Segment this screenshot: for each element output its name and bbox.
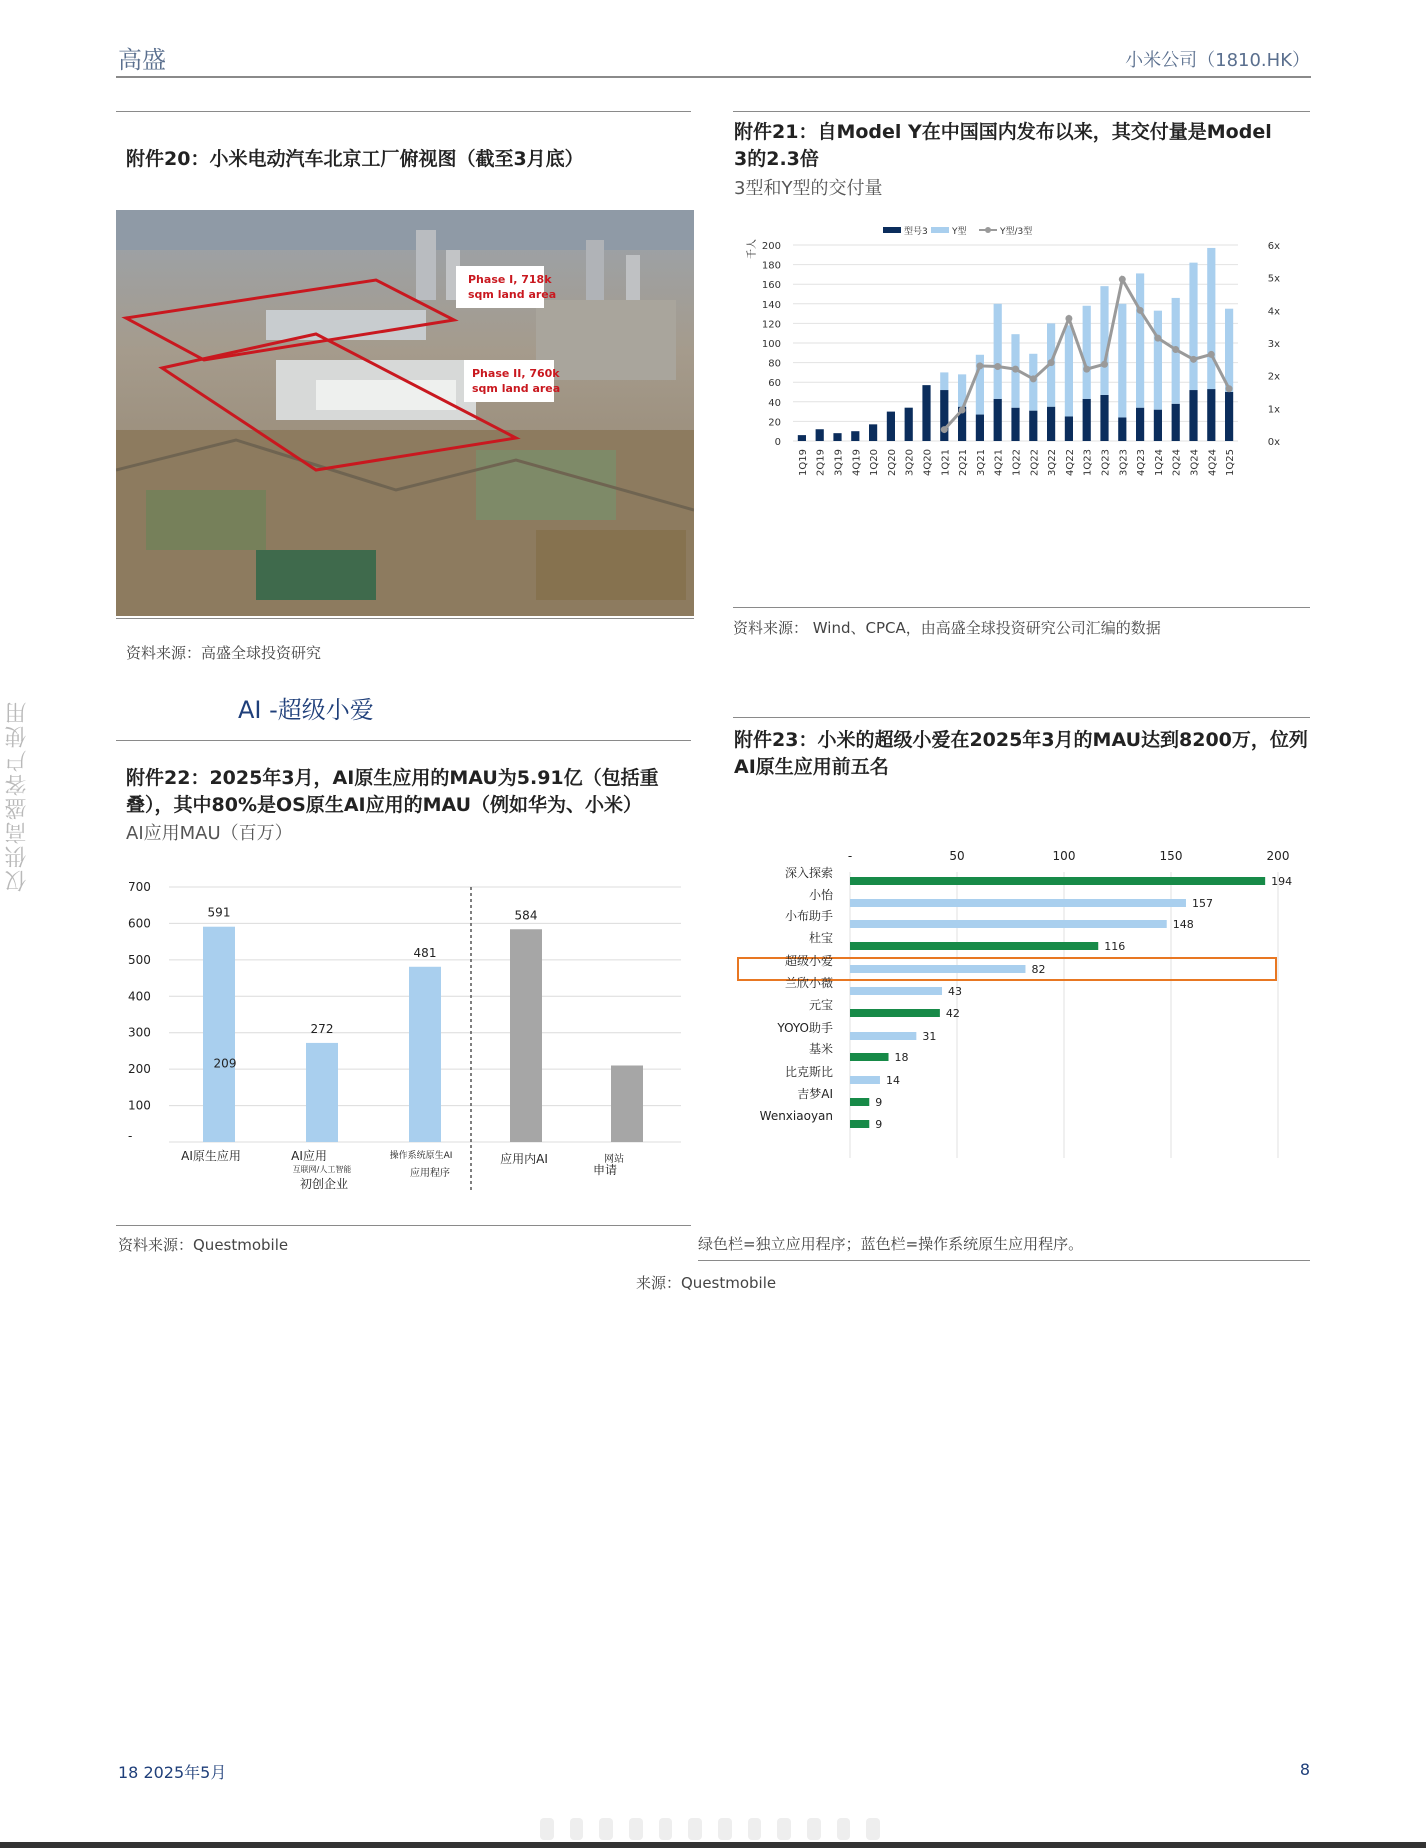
bar-model3	[1225, 392, 1233, 441]
bar	[409, 967, 441, 1142]
x-tick-label: 2Q22	[1029, 449, 1041, 476]
y-tick-label: 0	[774, 437, 781, 448]
ai-native-apps-ranking-chart	[733, 840, 1310, 1170]
ratio-point	[1137, 307, 1144, 314]
ratio-point	[1030, 375, 1037, 382]
section-title: AI -超级小爱	[238, 696, 374, 724]
legend-swatch-1	[931, 227, 949, 233]
exhibit21-title-line1: 附件21：自Model Y在中国国内发布以来，其交付量是Model	[734, 121, 1272, 143]
legend-label-2: Y型/3型	[1000, 227, 1033, 237]
bar	[850, 965, 1025, 973]
ratio-point	[1101, 361, 1108, 368]
x-tick-label: 4Q21	[993, 449, 1005, 476]
bar-model3	[798, 435, 806, 441]
bar-model3	[1047, 407, 1055, 441]
bar-value-label: 82	[1031, 963, 1046, 976]
bar-value-label: 18	[894, 1051, 909, 1064]
ratio-point	[959, 406, 966, 413]
bar-modelY	[1083, 306, 1091, 399]
y-tick-label: 40	[768, 397, 781, 409]
bar-value-label: 9	[875, 1118, 883, 1131]
exhibit23-title-line1: 附件23：小米的超级小爱在2025年3月的MAU达到8200万，位列	[734, 729, 1308, 751]
category-label: 兰欣小薇	[784, 976, 833, 990]
bar	[850, 899, 1186, 907]
bar-value-label: 481	[413, 945, 437, 960]
x-tick-label: 200	[1266, 849, 1290, 863]
bar-model3	[1154, 410, 1162, 441]
legend-label-1: Y型	[952, 227, 967, 237]
ratio-point	[1012, 366, 1019, 373]
x-tick-label: 3Q23	[1118, 449, 1130, 476]
exhibit22-bottom-rule	[116, 1225, 691, 1226]
y-tick-label: 100	[761, 339, 781, 350]
x-tick-label: 3Q20	[904, 449, 916, 476]
category-label: Wenxiaoyan	[759, 1109, 833, 1123]
exhibit22-source: 资料来源：Questmobile	[118, 1236, 289, 1254]
bar-modelY	[1100, 286, 1108, 395]
bar-model3	[816, 429, 824, 441]
x-tick-label: 3Q24	[1189, 449, 1201, 476]
bar-model3	[922, 385, 930, 441]
x-tick-label: 1Q21	[940, 449, 952, 476]
exhibit23-source: 来源：Questmobile	[636, 1274, 777, 1292]
x-tick-label: 3Q21	[975, 449, 987, 476]
bar-value-label: 148	[1172, 918, 1194, 931]
exhibit21-bottom-rule	[733, 607, 1310, 608]
x-tick-label: 50	[949, 849, 965, 863]
category-label: AI原生应用	[181, 1149, 241, 1163]
category-label: 应用内AI	[500, 1152, 548, 1166]
x-tick-label: 100	[1052, 849, 1076, 863]
x-tick-label: 3Q22	[1047, 449, 1059, 476]
ratio-point	[1065, 315, 1072, 322]
exhibit22-subtitle: AI应用MAU（百万）	[126, 823, 293, 844]
exhibit21-source: 资料来源： Wind、CPCA，由高盛全球投资研究公司汇编的数据	[733, 619, 1161, 637]
y2-tick-label: 0x	[1267, 437, 1280, 448]
x-tick-label: 1Q22	[1011, 449, 1023, 476]
bar-modelY	[1189, 263, 1197, 390]
bar-value-label: 157	[1191, 897, 1213, 910]
x-tick-label: -	[847, 849, 853, 863]
y-tick-label: 20	[768, 417, 781, 429]
ratio-point	[976, 362, 983, 369]
category-label: 杜宝	[808, 931, 833, 945]
bar-value-label: 591	[207, 905, 231, 920]
ratio-point	[1226, 385, 1233, 392]
category-label: 元宝	[808, 998, 833, 1012]
exhibit22-title-line2: 叠），其中80%是OS原生AI应用的MAU（例如华为、小米）	[126, 794, 643, 816]
y2-tick-label: 3x	[1267, 339, 1280, 350]
x-tick-label: 2Q23	[1100, 449, 1112, 476]
x-tick-label: 1Q19	[797, 449, 809, 476]
factory-aerial-photo	[116, 210, 694, 616]
category-label: 基米	[808, 1042, 833, 1056]
bar-value-label: 272	[310, 1021, 334, 1036]
exhibit20-source: 资料来源：高盛全球投资研究	[126, 644, 322, 662]
y2-tick-label: 2x	[1267, 371, 1280, 383]
exhibit21-top-rule	[733, 111, 1310, 112]
x-tick-label: 4Q23	[1136, 449, 1148, 476]
ratio-point	[1208, 351, 1215, 358]
bar	[510, 929, 542, 1142]
bar-model3	[833, 433, 841, 441]
bar-model3	[1100, 395, 1108, 441]
bar	[850, 877, 1265, 885]
category-extra-label: 初创企业	[299, 1177, 349, 1191]
exhibit23-bottom-rule	[698, 1260, 1310, 1261]
bar-modelY	[994, 304, 1002, 399]
bar	[611, 1066, 643, 1143]
y-tick-label: 160	[761, 280, 781, 292]
bar-model3	[1029, 411, 1037, 441]
bar-value-label: 9	[875, 1096, 883, 1109]
bar-value-label: 31	[922, 1030, 937, 1043]
y-tick-label: 200	[761, 241, 781, 252]
bar-modelY	[1154, 311, 1162, 410]
bar-model3	[851, 431, 859, 441]
bar-value-label: 584	[514, 908, 538, 923]
y-tick-label: 400	[128, 989, 151, 1004]
exhibit21-title-line2: 3的2.3倍	[734, 148, 819, 170]
bottom-band	[0, 1842, 1426, 1848]
x-tick-label: 4Q24	[1207, 449, 1219, 476]
bar-value-label: 116	[1104, 940, 1126, 953]
x-tick-label: 2Q24	[1171, 449, 1183, 476]
exhibit23-title-line2: AI原生应用前五名	[734, 756, 889, 778]
category-sublabel: 申请	[592, 1163, 618, 1177]
x-tick-label: 1Q23	[1082, 449, 1094, 476]
bar-model3	[869, 424, 877, 441]
ratio-point	[1190, 356, 1197, 363]
y2-tick-label: 4x	[1267, 306, 1280, 318]
legend-marker-2	[985, 227, 991, 233]
y-tick-label: 300	[128, 1025, 151, 1040]
inner-value-label: 209	[213, 1056, 237, 1071]
bar	[850, 1053, 889, 1061]
x-tick-label: 1Q20	[869, 449, 881, 476]
svg-text:Phase I, 718k: Phase I, 718k	[468, 273, 552, 286]
category-label: 小怡	[808, 888, 833, 902]
category-label: 比克斯比	[784, 1065, 833, 1079]
x-tick-label: 4Q19	[851, 449, 863, 476]
x-tick-label: 4Q20	[922, 449, 934, 476]
svg-text:Phase II, 760k: Phase II, 760k	[472, 367, 560, 380]
x-tick-label: 3Q19	[833, 449, 845, 476]
bar	[850, 920, 1167, 928]
bar-model3	[887, 412, 895, 441]
bar-model3	[1136, 408, 1144, 441]
bar-value-label: 194	[1271, 875, 1293, 888]
svg-text:sqm land area: sqm land area	[472, 382, 561, 395]
bar-model3	[940, 390, 948, 441]
bar	[850, 1098, 869, 1106]
y-tick-label: 200	[128, 1062, 151, 1077]
y-tick-label: 180	[761, 260, 781, 272]
ratio-point	[1172, 346, 1179, 353]
bar-modelY	[1065, 325, 1073, 416]
exhibit21-subtitle: 3型和Y型的交付量	[734, 178, 883, 199]
x-tick-label: 150	[1159, 849, 1183, 863]
y-tick-label: 120	[761, 319, 781, 331]
bar-model3	[976, 415, 984, 441]
ratio-point	[1048, 359, 1055, 366]
ratio-point	[941, 426, 948, 433]
bar-model3	[1118, 417, 1126, 441]
bar-model3	[1172, 404, 1180, 441]
y-tick-label: 700	[128, 880, 151, 894]
bar-value-label: 43	[948, 985, 963, 998]
category-sublabel: 互联网/人工智能	[292, 1165, 352, 1174]
y-tick-label: 600	[128, 916, 151, 931]
exhibit22-top-rule	[116, 740, 691, 741]
category-sublabel: 应用程序	[410, 1168, 450, 1179]
bar-modelY	[940, 372, 948, 390]
bar-modelY	[1225, 309, 1233, 392]
bar	[850, 942, 1098, 950]
bar	[850, 1009, 940, 1017]
x-tick-label: 2Q19	[815, 449, 827, 476]
bar-model3	[1207, 389, 1215, 441]
bar	[203, 927, 235, 1142]
y-tick-label: 60	[768, 378, 781, 390]
svg-text:sqm land area: sqm land area	[468, 288, 557, 301]
exhibit20-top-rule	[116, 111, 691, 112]
bar-value-label: 42	[945, 1007, 960, 1020]
exhibit20-title: 附件20：小米电动汽车北京工厂俯视图（截至3月底）	[126, 148, 584, 170]
bar-model3	[1011, 408, 1019, 441]
exhibit23-top-rule	[733, 717, 1310, 718]
y2-tick-label: 1x	[1267, 404, 1280, 416]
bar	[850, 1120, 869, 1128]
header-divider	[116, 76, 1311, 78]
bar-value-label: 14	[885, 1074, 900, 1087]
ai-app-mau-chart	[116, 870, 696, 1200]
category-label: 超级小爱	[784, 954, 833, 968]
x-tick-label: 2Q21	[958, 449, 970, 476]
bar-model3	[1065, 417, 1073, 442]
footer-date: 18 2025年5月	[118, 1763, 227, 1782]
bar-model3	[1189, 390, 1197, 441]
category-label: 深入探索	[784, 866, 833, 880]
category-label: AI应用	[291, 1149, 327, 1163]
bar-model3	[905, 408, 913, 441]
legend-swatch-0	[883, 227, 901, 233]
x-tick-label: 1Q24	[1153, 449, 1165, 476]
category-label: 网站	[604, 1154, 624, 1165]
category-label: 吉梦AI	[797, 1087, 833, 1101]
bar-modelY	[1207, 248, 1215, 389]
exhibit22-title-line1: 附件22：2025年3月，AI原生应用的MAU为5.91亿（包括重	[126, 767, 659, 789]
x-tick-label: 2Q20	[886, 449, 898, 476]
exhibit20-bottom-rule	[116, 618, 694, 619]
y2-tick-label: 6x	[1267, 241, 1280, 252]
bar	[306, 1043, 338, 1142]
category-label: YOYO助手	[777, 1021, 833, 1035]
bar	[850, 987, 942, 995]
brand-logo: 高盛	[118, 46, 166, 74]
y-tick-label: 100	[128, 1098, 151, 1113]
y-tick-label: 140	[761, 299, 781, 311]
ratio-point	[994, 363, 1001, 370]
legend-label-0: 型号3	[904, 227, 928, 237]
category-label: 操作系统原生AI	[389, 1151, 453, 1161]
company-ticker: 小米公司（1810.HK）	[1125, 50, 1310, 71]
bar	[850, 1076, 880, 1084]
y-axis-title: 千人	[747, 239, 758, 259]
y-tick-label: -	[128, 1129, 133, 1143]
y2-tick-label: 5x	[1267, 273, 1280, 285]
exhibit23-note: 绿色栏=独立应用程序；蓝色栏=操作系统原生应用程序。	[698, 1235, 1084, 1253]
ratio-point	[1154, 335, 1161, 342]
y-tick-label: 500	[128, 952, 151, 967]
toolbar-strip	[540, 1818, 880, 1840]
bar-modelY	[1136, 273, 1144, 407]
bar-model3	[994, 399, 1002, 441]
tesla-deliveries-chart	[733, 215, 1310, 545]
side-watermark: 仅供高盛客户使用	[5, 700, 30, 892]
ratio-point	[1083, 366, 1090, 373]
bar-model3	[1083, 399, 1091, 441]
ratio-point	[1119, 276, 1126, 283]
x-tick-label: 1Q25	[1225, 448, 1237, 476]
y-tick-label: 80	[768, 358, 781, 370]
category-label: 小布助手	[784, 909, 833, 923]
bar-modelY	[1118, 304, 1126, 418]
bar	[850, 1032, 916, 1040]
page-number: 8	[1299, 1760, 1310, 1779]
x-tick-label: 4Q22	[1064, 449, 1076, 476]
